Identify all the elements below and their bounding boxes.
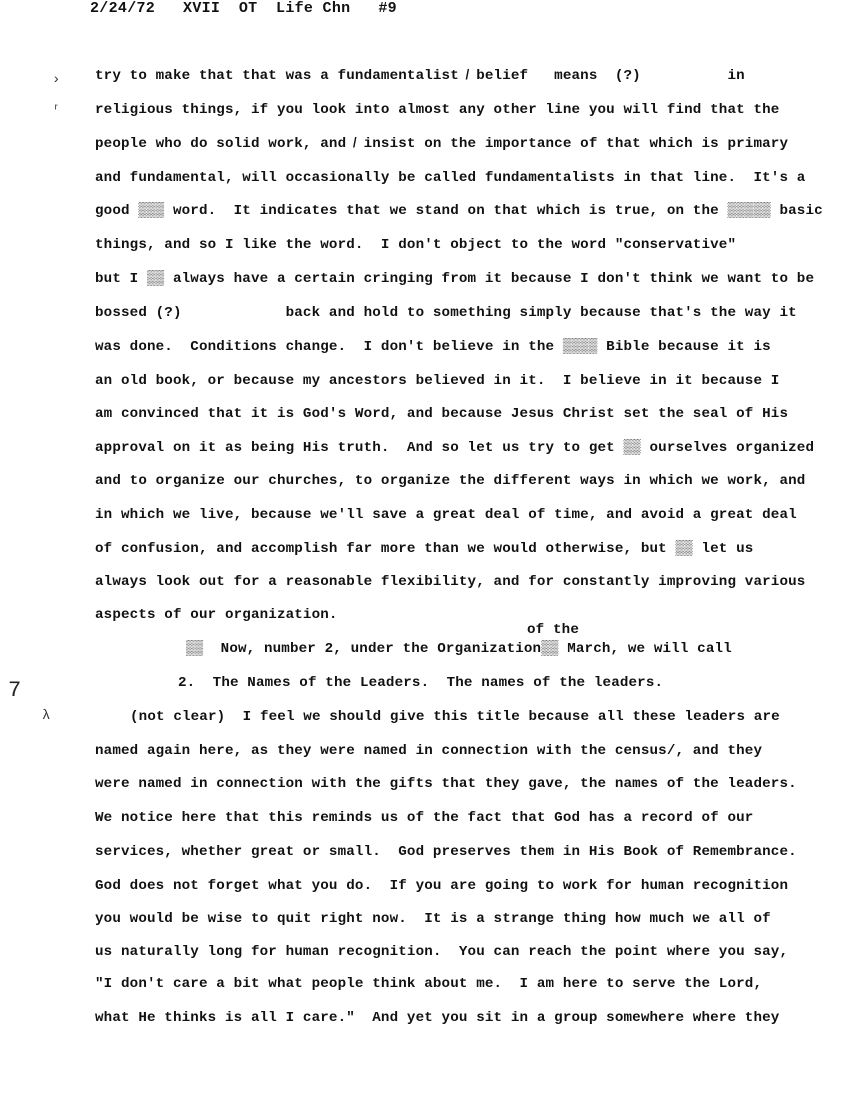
- text-line: of confusion, and accomplish far more than we would otherwise, but ▒▒ let us: [95, 541, 754, 557]
- text-line: always look out for a reasonable flexibility, and for constantly improving various: [95, 574, 806, 590]
- text-line: people who do solid work, and ̸ insist on the importance of that which is primary: [95, 136, 789, 152]
- text-line: approval on it as being His truth. And so let us try to get ▒▒ ourselves organized: [95, 440, 815, 456]
- text-line: things, and so I like the word. I don't object to the word "conservative": [95, 237, 737, 253]
- text-line: us naturally long for human recognition. You can reach the point where you say,: [95, 944, 789, 960]
- text-line: bossed (?) back and hold to something simply because that's the way it: [95, 305, 797, 321]
- text-line: am convinced that it is God's Word, and because Jesus Christ set the seal of His: [95, 406, 789, 422]
- margin-mark-2: ʳ: [52, 102, 61, 118]
- interlinear-insertion: of the: [527, 622, 579, 638]
- text-line: named again here, as they were named in connection with the census/, and they: [95, 743, 763, 759]
- text-line: and fundamental, will occasionally be called fundamentalists in that line. It's a: [95, 170, 806, 186]
- text-line: ▒▒ Now, number 2, under the Organization▒▒ March, we will call: [186, 641, 732, 657]
- text-line: religious things, if you look into almost any other line you will find that the: [95, 102, 780, 118]
- text-line: were named in connection with the gifts that they gave, the names of the leaders.: [95, 776, 797, 792]
- text-line: and to organize our churches, to organize the different ways in which we work, and: [95, 473, 806, 489]
- text-line: "I don't care a bit what people think about me. I am here to serve the Lord,: [95, 976, 763, 992]
- text-line: good ▒▒▒ word. It indicates that we stand on that which is true, on the ▒▒▒▒▒ basic: [95, 203, 823, 219]
- text-line: services, whether great or small. God preserves them in His Book of Remembrance.: [95, 844, 797, 860]
- text-line: in which we live, because we'll save a great deal of time, and avoid a great deal: [95, 507, 797, 523]
- text-line: was done. Conditions change. I don't believe in the ▒▒▒▒ Bible because it is: [95, 339, 771, 355]
- margin-mark-4: λ: [42, 708, 51, 724]
- text-line: but I ▒▒ always have a certain cringing from it because I don't think we want to be: [95, 271, 815, 287]
- text-line: an old book, or because my ancestors believed in it. I believe in it because I: [95, 373, 780, 389]
- text-line: aspects of our organization.: [95, 607, 338, 623]
- text-line: you would be wise to quit right now. It is a strange thing how much we all of: [95, 911, 771, 927]
- page-header: 2/24/72 XVII OT Life Chn #9: [90, 0, 397, 17]
- text-line: We notice here that this reminds us of the fact that God has a record of our: [95, 810, 754, 826]
- section-heading: 2. The Names of the Leaders. The names of the leaders.: [178, 675, 664, 691]
- text-line: (not clear) I feel we should give this title because all these leaders are: [130, 709, 780, 725]
- text-line: God does not forget what you do. If you are going to work for human recognition: [95, 878, 789, 894]
- text-line: what He thinks is all I care." And yet you sit in a group somewhere where they: [95, 1010, 780, 1026]
- margin-mark-3: 7: [8, 678, 22, 703]
- text-line: try to make that that was a fundamentalist ̸ belief means (?) in: [95, 68, 745, 84]
- margin-mark-1: ›: [52, 72, 61, 88]
